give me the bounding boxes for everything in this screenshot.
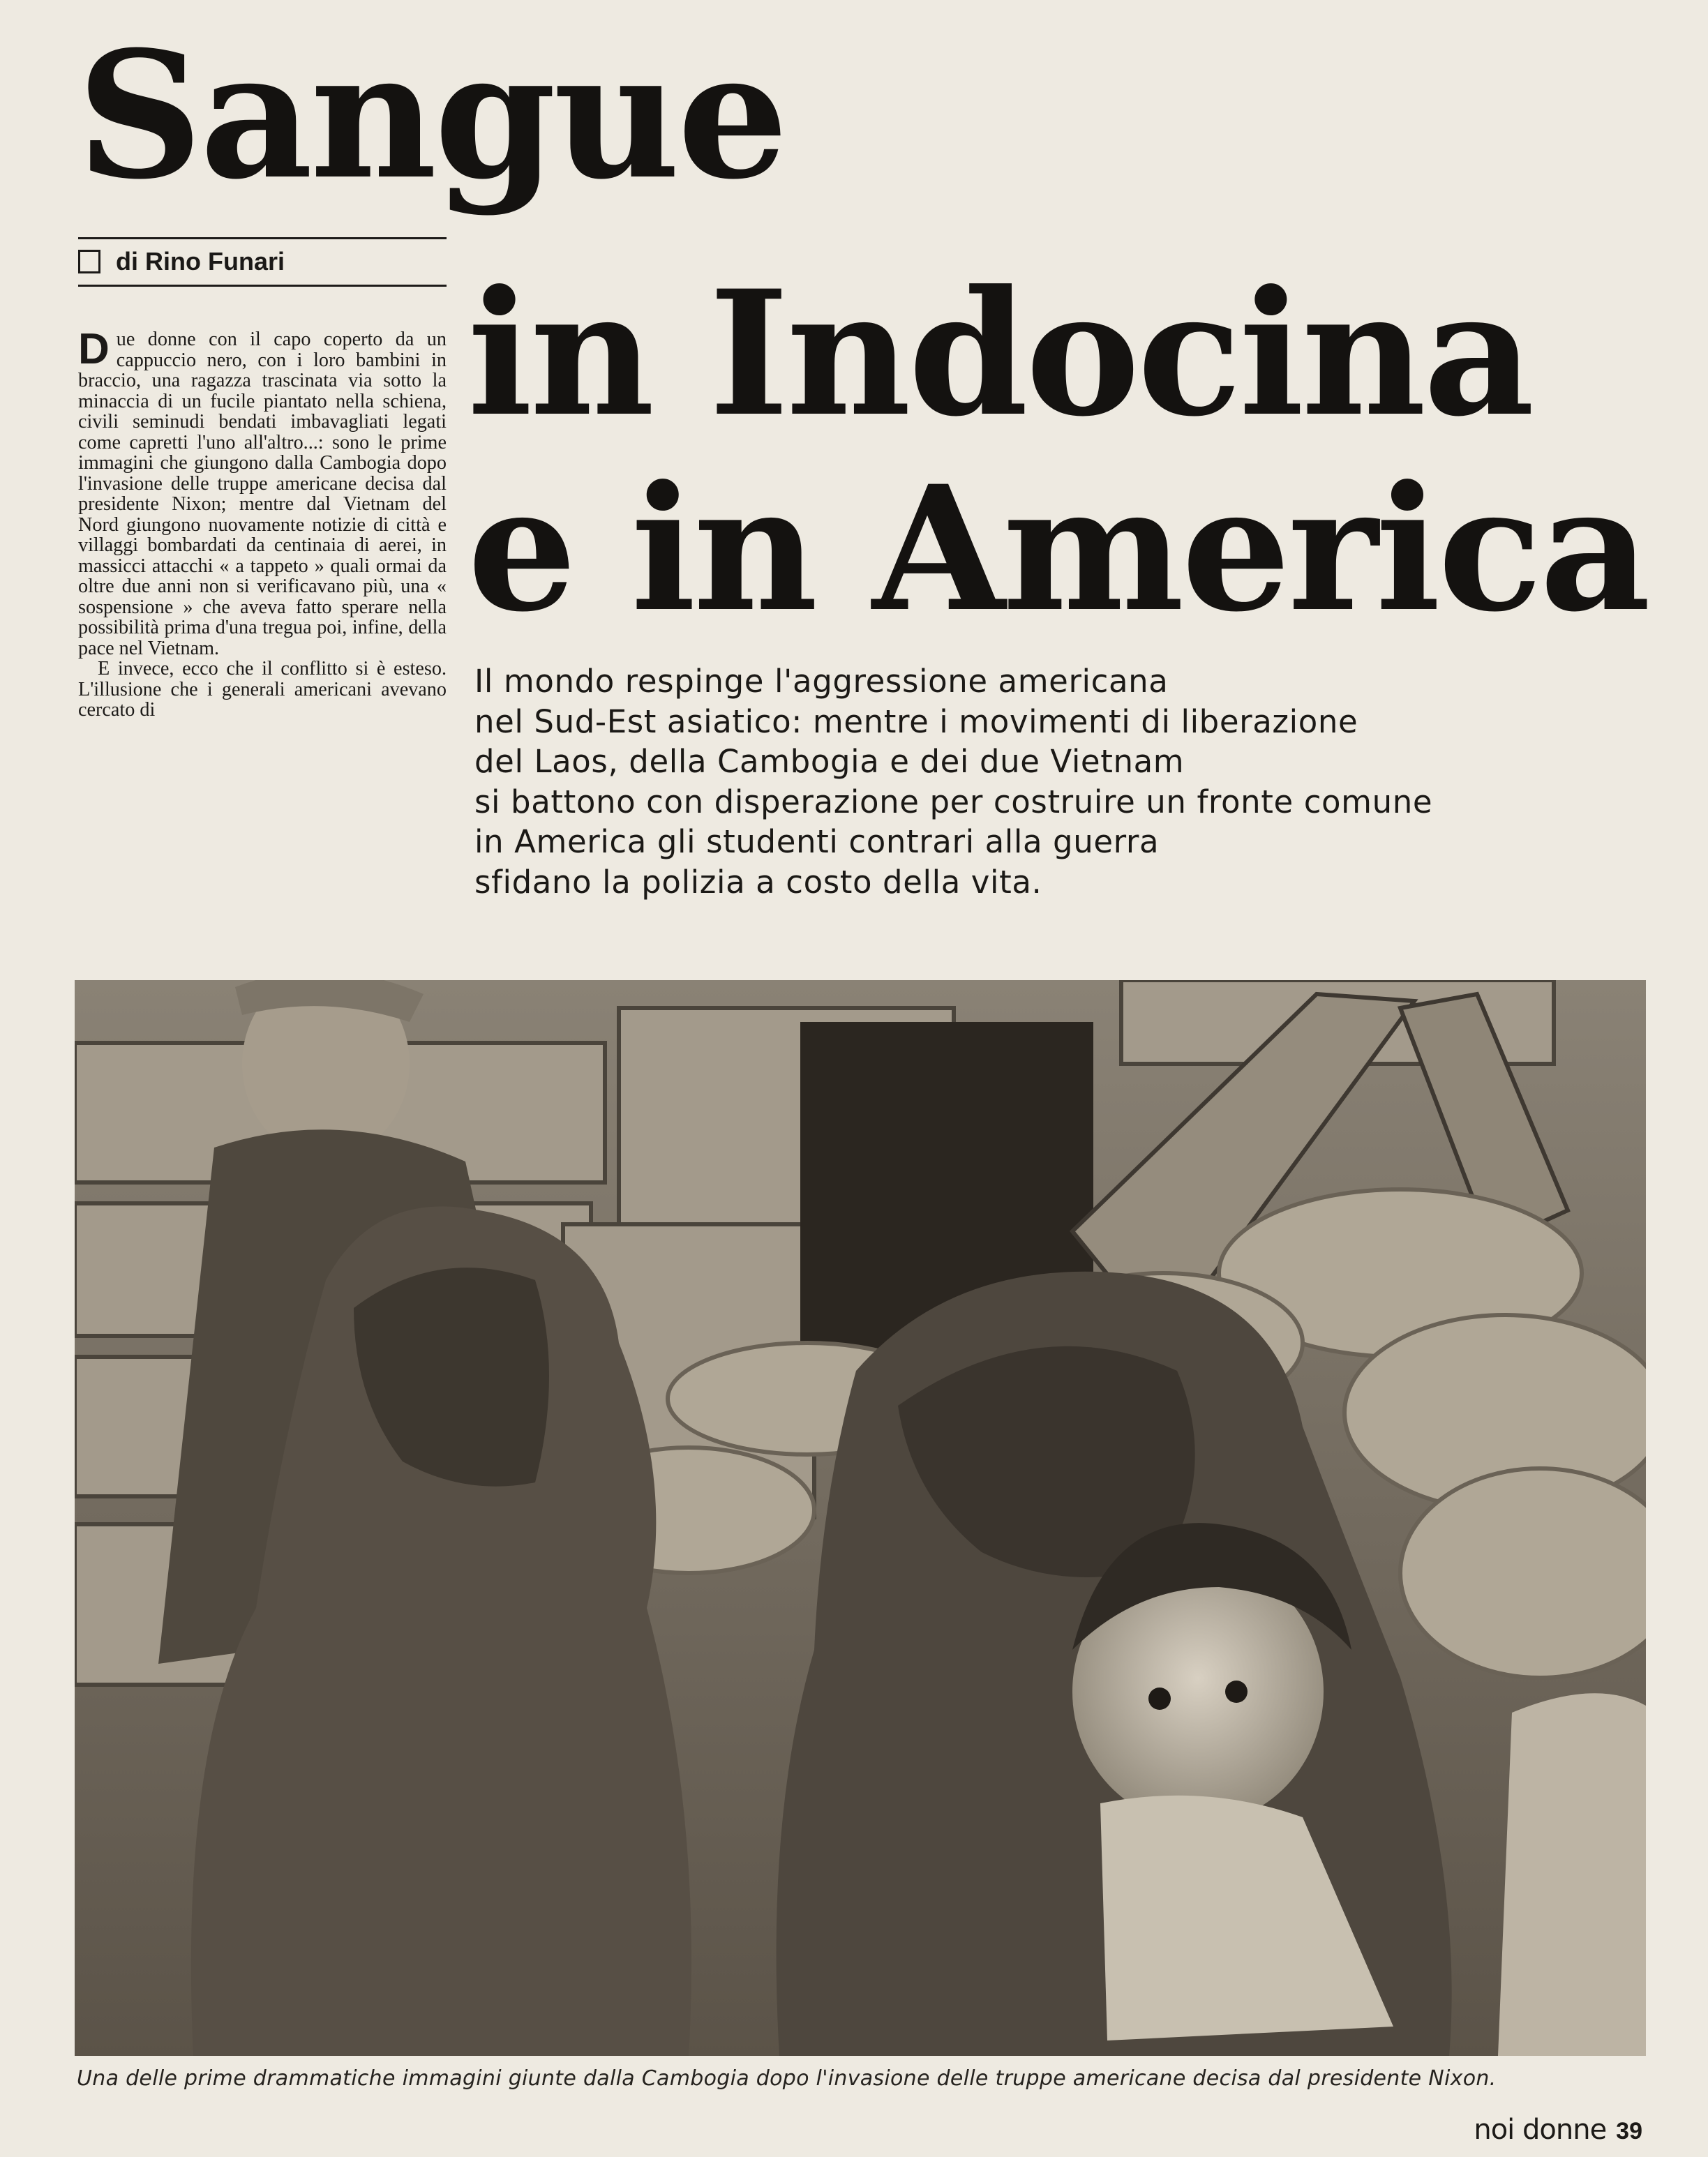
page-number: 39 — [1616, 2118, 1642, 2144]
byline-rule-top — [78, 237, 447, 239]
byline-text: di Rino Funari — [116, 247, 285, 276]
deck-line: del Laos, della Cambogia e dei due Vietnam — [474, 743, 1185, 780]
deck-line: si battono con disperazione per costruire un fronte comune — [474, 783, 1433, 820]
article-body — [78, 325, 447, 721]
deck — [474, 661, 1661, 902]
cambodia-photo — [75, 980, 1646, 2056]
deck-line: sfidano la polizia a costo della vita. — [474, 863, 1042, 901]
page-footer — [1474, 2114, 1642, 2146]
byline-box-icon — [78, 250, 100, 273]
deck-line: in America gli studenti contrari alla guerra — [474, 823, 1160, 860]
photo-illustration — [75, 980, 1646, 2056]
magazine-name: noi donne — [1474, 2114, 1607, 2146]
headline-line-2: in Indocina — [467, 253, 1532, 455]
body-paragraph-1 — [78, 325, 447, 659]
deck-line: nel Sud-Est asiatico: mentre i movimenti di liberazione — [474, 702, 1358, 740]
deck-line: Il mondo respinge l'aggressione americana — [474, 663, 1169, 700]
headline-line-1: Sangue — [77, 13, 786, 218]
body-paragraph-1-text: ue donne con il capo coperto da un cappuccio nero, con i loro bambini in braccio, una ragazza trascinata via sotto la minaccia di un fucile piantato nella schiena, civili seminudi bendati imbavagliati legati come capretti l'uno all'altro...: sono le prime immagini che giungono dalla Cambogia dopo l'invasione delle truppe americane decisa dal presidente Nixon; mentre dal Vietnam del Nord giungono nuovamente notizie di città e villaggi bombardati da centinaia di aerei, in massicci attacchi « a tappeto » quali ormai da oltre due anni non si verificavano più, una « sospensione » che aveva fatto sperare nella possibilità prima d'una tregua poi, infine, della pace nel Vietnam. — [78, 329, 447, 659]
body-paragraph-2: E invece, ecco che il conflitto si è esteso. L'illusione che i generali americani avevano cercato di — [78, 658, 447, 721]
byline — [78, 246, 285, 278]
headline-line-3: e in America — [467, 449, 1649, 650]
byline-rule-bottom — [78, 285, 447, 287]
drop-cap: D — [78, 325, 110, 373]
photo-caption: Una delle prime drammatiche immagini giunte dalla Cambogia dopo l'invasione delle truppe americane decisa dal presidente Nixon. — [77, 2066, 1497, 2091]
